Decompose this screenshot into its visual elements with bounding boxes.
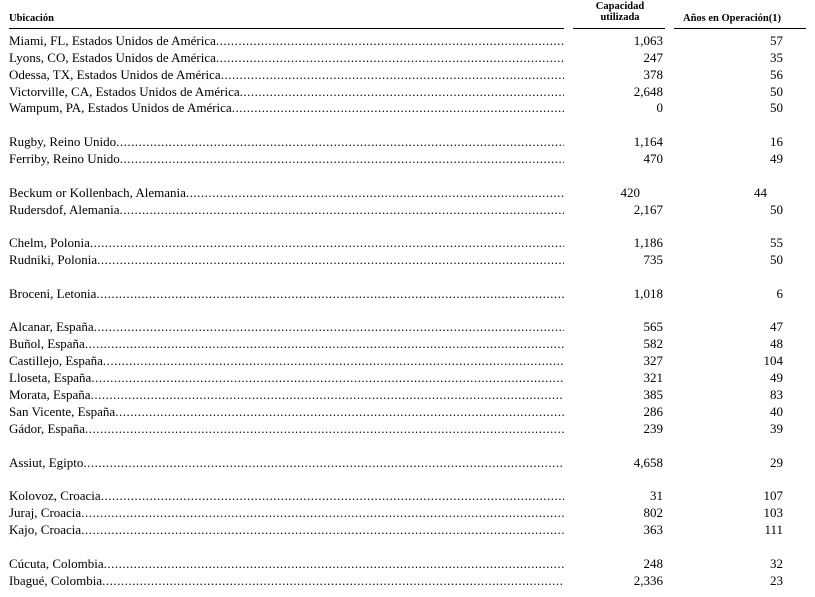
table-row: [0, 386, 815, 403]
table-row: [0, 32, 815, 49]
location-cell: Beckum or Kollenbach, Alemania .....: [9, 184, 564, 201]
table-row: [0, 49, 815, 66]
table-row: [0, 318, 815, 335]
location-cell: Castillejo, España .....: [9, 352, 564, 369]
location-cell: Buñol, España .....: [9, 335, 564, 352]
table-row: [0, 234, 815, 251]
capacity-cell: 470: [643, 151, 663, 166]
location-cell: Chelm, Polonia .....: [9, 234, 564, 251]
location-cell: Rugby, Reino Unido .....: [9, 133, 564, 150]
table-row: [0, 184, 815, 201]
years-cell: 49: [770, 151, 783, 166]
table-row: [0, 555, 815, 572]
capacity-cell: 363: [643, 522, 663, 537]
table-row: [0, 572, 815, 589]
header-rule-years: [674, 28, 806, 29]
table-row: [0, 504, 815, 521]
years-cell: 39: [770, 421, 783, 436]
table-row: [0, 369, 815, 386]
capacity-cell: 0: [656, 100, 663, 115]
table-row: [0, 99, 815, 116]
years-cell: 35: [770, 50, 783, 65]
capacity-cell: 1,018: [633, 286, 663, 301]
years-cell: 83: [770, 387, 783, 402]
years-cell: 104: [763, 353, 783, 368]
location-cell: Victorville, CA, Estados Unidos de América .....: [9, 83, 564, 100]
location-cell: Rudniki, Polonia .....: [9, 251, 564, 268]
years-cell: 50: [770, 252, 783, 267]
years-cell: 56: [770, 67, 783, 82]
table-row: [0, 454, 815, 471]
location-cell: Assiut, Egipto .....: [9, 454, 564, 471]
years-cell: 29: [770, 455, 783, 470]
location-cell: Alcanar, España .....: [9, 318, 564, 335]
header-capacity-line1: Capacidad: [595, 1, 645, 12]
years-cell: 16: [770, 134, 783, 149]
years-cell: 47: [770, 319, 783, 334]
location-cell: Broceni, Letonia .....: [9, 285, 564, 302]
location-cell: Lloseta, España .....: [9, 369, 564, 386]
location-cell: Kolovoz, Croacia .....: [9, 487, 564, 504]
location-cell: San Vicente, España .....: [9, 403, 564, 420]
location-cell: Wampum, PA, Estados Unidos de América .....: [9, 99, 564, 116]
capacity-cell: 420: [620, 185, 640, 200]
table-row: [0, 133, 815, 150]
capacity-cell: 248: [643, 556, 663, 571]
years-cell: 49: [770, 370, 783, 385]
capacity-cell: 247: [643, 50, 663, 65]
years-cell: 23: [770, 573, 783, 588]
table-row: [0, 66, 815, 83]
years-cell: 40: [770, 404, 783, 419]
capacity-cell: 327: [643, 353, 663, 368]
location-cell: Ibagué, Colombia .....: [9, 572, 564, 589]
table-row: [0, 352, 815, 369]
header-location: Ubicación: [9, 13, 54, 24]
years-cell: 32: [770, 556, 783, 571]
capacity-cell: 239: [643, 421, 663, 436]
years-cell: 55: [770, 235, 783, 250]
capacity-cell: 802: [643, 505, 663, 520]
location-cell: Lyons, CO, Estados Unidos de América .....: [9, 49, 564, 66]
capacity-cell: 735: [643, 252, 663, 267]
header-capacity-line2: utilizada: [600, 12, 640, 23]
capacity-cell: 321: [643, 370, 663, 385]
location-cell: Rudersdof, Alemania .....: [9, 201, 564, 218]
table-row: [0, 251, 815, 268]
table-row: [0, 403, 815, 420]
capacity-cell: 31: [650, 488, 663, 503]
location-cell: Cúcuta, Colombia .....: [9, 555, 564, 572]
location-cell: Miami, FL, Estados Unidos de América .....: [9, 32, 564, 49]
location-cell: Juraj, Croacia .....: [9, 504, 564, 521]
capacity-cell: 385: [643, 387, 663, 402]
years-cell: 111: [764, 522, 783, 537]
capacity-cell: 4,658: [633, 455, 663, 470]
years-cell: 44: [754, 185, 767, 200]
table-row: [0, 420, 815, 437]
capacity-cell: 1,186: [633, 235, 663, 250]
capacity-cell: 286: [643, 404, 663, 419]
header-rule-capacity: [573, 28, 665, 29]
header-years: Años en Operación(1): [683, 13, 781, 24]
capacity-cell: 2,336: [633, 573, 663, 588]
location-cell: Gádor, España .....: [9, 420, 564, 437]
location-cell: Kajo, Croacia .....: [9, 521, 564, 538]
table-row: [0, 487, 815, 504]
header-capacity: [590, 1, 650, 23]
table-row: [0, 150, 815, 167]
years-cell: 107: [763, 488, 783, 503]
location-cell: Odessa, TX, Estados Unidos de América .....: [9, 66, 564, 83]
table-row: [0, 285, 815, 302]
years-cell: 57: [770, 33, 783, 48]
table-row: [0, 335, 815, 352]
years-cell: 50: [770, 100, 783, 115]
years-cell: 6: [776, 286, 783, 301]
table-row: [0, 201, 815, 218]
capacity-cell: 2,167: [633, 202, 663, 217]
years-cell: 50: [770, 84, 783, 99]
header-rule-location: [9, 28, 564, 29]
capacity-cell: 582: [643, 336, 663, 351]
years-cell: 103: [763, 505, 783, 520]
capacity-cell: 1,164: [633, 134, 663, 149]
capacity-cell: 565: [643, 319, 663, 334]
years-cell: 50: [770, 202, 783, 217]
capacity-cell: 378: [643, 67, 663, 82]
location-cell: Morata, España .....: [9, 386, 564, 403]
location-cell: Ferriby, Reino Unido .....: [9, 150, 564, 167]
capacity-cell: 1,063: [633, 33, 663, 48]
capacity-cell: 2,648: [633, 84, 663, 99]
table-row: [0, 83, 815, 100]
years-cell: 48: [770, 336, 783, 351]
table-row: [0, 521, 815, 538]
